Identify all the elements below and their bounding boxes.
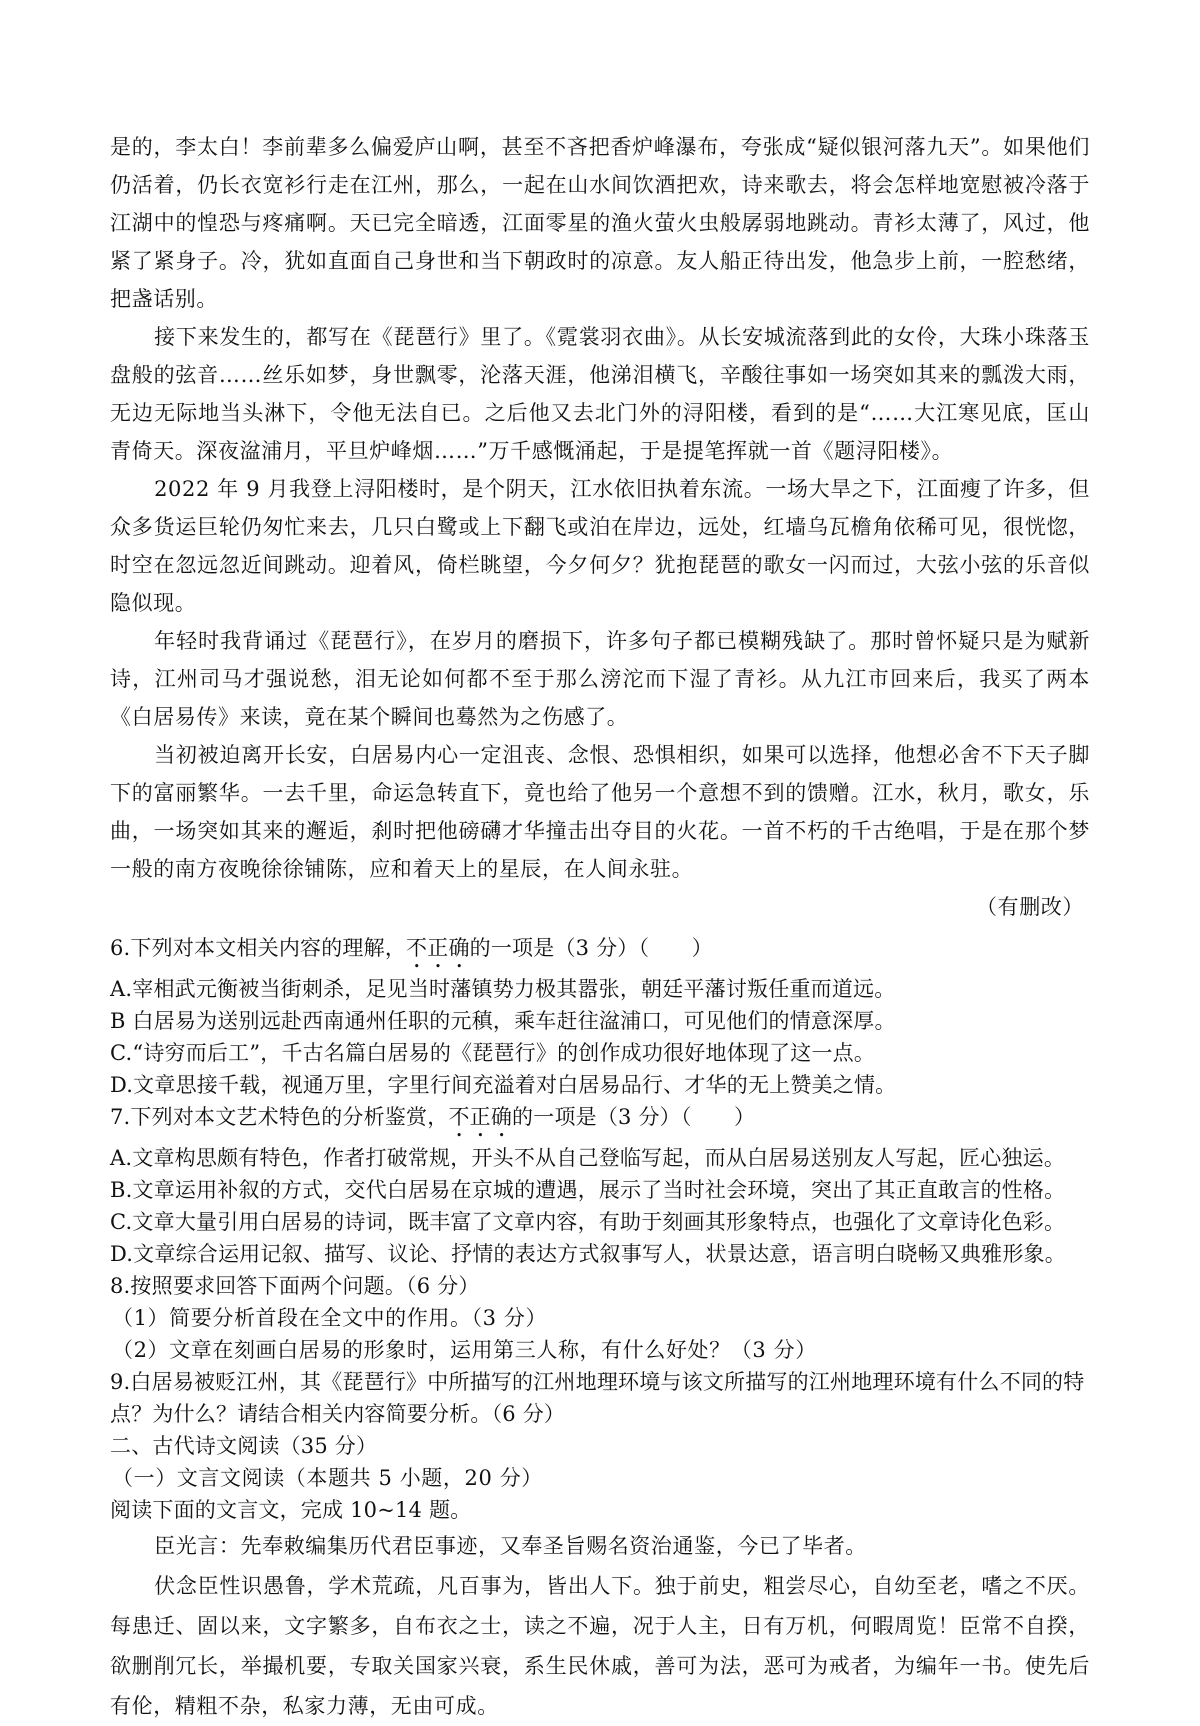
- source-note: （有删改）: [976, 895, 1084, 919]
- passage-paragraph-4: 年轻时我背诵过《琵琶行》，在岁月的磨损下，许多句子都已模糊残缺了。那时曾怀疑只是为赋新诗，江州司马才强说愁，泪无论如何都不至于那么滂沱而下湿了青衫。从九江市回来后，我买了两本《白居易传》来读，竟在某个瞬间也蓦然为之伤感了。: [110, 629, 1090, 729]
- question-7-option-c: C.文章大量引用白居易的诗词，既丰富了文章内容，有助于刻画其形象特点，也强化了文章诗化色彩。: [110, 1210, 1066, 1234]
- classical-paragraph-1: 臣光言：先奉敕编集历代君臣事迹，又奉圣旨赐名资治通鉴，今已了毕者。: [154, 1534, 867, 1558]
- question-6-pre: 6.下列对本文相关内容的理解，: [110, 936, 407, 960]
- question-6-stem: [110, 932, 1090, 973]
- question-8-sub-2: （2）文章在刻画白居易的形象时，运用第三人称，有什么好处？（3 分）: [112, 1338, 817, 1362]
- question-7-post: 的一项是（3 分）（ ）: [512, 1105, 756, 1129]
- section-2-heading: 二、古代诗文阅读（35 分）: [110, 1434, 378, 1458]
- passage-paragraph-1: 是的，李太白！李前辈多么偏爱庐山啊，甚至不吝把香炉峰瀑布，夸张成“疑似银河落九天”。如果他们仍活着，仍长衣宽衫行走在江州，那么，一起在山水间饮酒把欢，诗来歌去，将会怎样地宽慰被冷落于江湖中的惶恐与疼痛啊。天已完全暗透，江面零星的渔火萤火虫般孱弱地跳动。青衫太薄了，风过，他紧了紧身子。冷，犹如直面自己身世和当下朝政时的凉意。友人船正待出发，他急步上前，一腔愁绪，把盏话别。: [110, 135, 1090, 311]
- passage-paragraph-3: 2022 年 9 月我登上浔阳楼时，是个阴天，江水依旧执着东流。一场大旱之下，江面瘦了许多，但众多货运巨轮仍匆忙来去，几只白鹭或上下翻飞或泊在岸边，远处，红墙乌瓦檐角依稀可见，很恍惚，时空在忽远忽近间跳动。迎着风，倚栏眺望，今夕何夕？犹抱琵琶的歌女一闪而过，大弦小弦的乐音似隐似现。: [110, 477, 1090, 615]
- question-8-title: 8.按照要求回答下面两个问题。（6 分）: [110, 1274, 480, 1298]
- question-6-option-d: D.文章思接千载，视通万里，字里行间充溢着对白居易品行、才华的无上赞美之情。: [110, 1073, 897, 1097]
- section-2-instruction: 阅读下面的文言文，完成 10~14 题。: [110, 1498, 472, 1522]
- question-7-emphasis: 不正确: [448, 1105, 513, 1129]
- exam-page: [110, 128, 1090, 1726]
- question-6-option-c: C.“诗穷而后工”，千古名篇白居易的《琵琶行》的创作成功很好地体现了这一点。: [110, 1041, 876, 1065]
- question-6-option-b: B 白居易为送别远赴西南通州任职的元稹，乘车赶往湓浦口，可见他们的情意深厚。: [110, 1009, 896, 1033]
- question-6-emphasis: 不正确: [406, 936, 470, 960]
- question-6-option-a: A.宰相武元衡被当街刺杀，足见当时藩镇势力极其嚣张，朝廷平藩讨叛任重而道远。: [110, 977, 896, 1001]
- question-8-sub-1: （1）简要分析首段在全文中的作用。（3 分）: [112, 1306, 548, 1330]
- section-2-subheading: （一）文言文阅读（本题共 5 小题，20 分）: [112, 1466, 543, 1490]
- question-7-option-a: A.文章构思颇有特色，作者打破常规，开头不从自己登临写起，而从白居易送别友人写起，匠心独运。: [110, 1146, 1066, 1170]
- classical-paragraph-2: 伏念臣性识愚鲁，学术荒疏，凡百事为，皆出人下。独于前史，粗尝尽心，自幼至老，嗜之不厌。每患迁、固以来，文字繁多，自布衣之士，读之不遍，况于人主，日有万机，何暇周览！臣常不自揆，欲删削冗长，举撮机要，专取关国家兴衰，系生民休戚，善可为法，恶可为戒者，为编年一书。使先后有伦，精粗不杂，私家力薄，无由可成。: [110, 1574, 1090, 1718]
- question-7-stem: [110, 1101, 1090, 1142]
- passage-paragraph-2: 接下来发生的，都写在《琵琶行》里了。《霓裳羽衣曲》。从长安城流落到此的女伶，大珠小珠落玉盘般的弦音……丝乐如梦，身世飘零，沦落天涯，他涕泪横飞，辛酸往事如一场突如其来的瓢泼大雨，无边无际地当头淋下，令他无法自已。之后他又去北门外的浔阳楼，看到的是“……大江寒见底，匡山青倚天。深夜湓浦月，平旦炉峰烟……”万千感慨涌起，于是提笔挥就一首《题浔阳楼》。: [110, 325, 1090, 463]
- question-9: 9.白居易被贬江州，其《琵琶行》中所描写的江州地理环境与该文所描写的江州地理环境有什么不同的特点？为什么？请结合相关内容简要分析。（6 分）: [110, 1370, 1085, 1426]
- question-7-option-b: B.文章运用补叙的方式，交代白居易在京城的遭遇，展示了当时社会环境，突出了其正直敢言的性格。: [110, 1178, 1066, 1202]
- question-7-option-d: D.文章综合运用记叙、描写、议论、抒情的表达方式叙事写人，状景达意，语言明白晓畅又典雅形象。: [110, 1242, 1066, 1266]
- question-7-pre: 7.下列对本文艺术特色的分析鉴赏，: [110, 1105, 449, 1129]
- passage-paragraph-5: 当初被迫离开长安，白居易内心一定沮丧、念恨、恐惧相织，如果可以选择，他想必舍不下天子脚下的富丽繁华。一去千里，命运急转直下，竟也给了他另一个意想不到的馈赠。江水，秋月，歌女，乐曲，一场突如其来的邂逅，刹时把他磅礴才华撞击出夺目的火花。一首不朽的千古绝唱，于是在那个梦一般的南方夜晚徐徐铺陈，应和着天上的星辰，在人间永驻。: [110, 743, 1090, 881]
- question-6-post: 的一项是（3 分）（ ）: [469, 936, 713, 960]
